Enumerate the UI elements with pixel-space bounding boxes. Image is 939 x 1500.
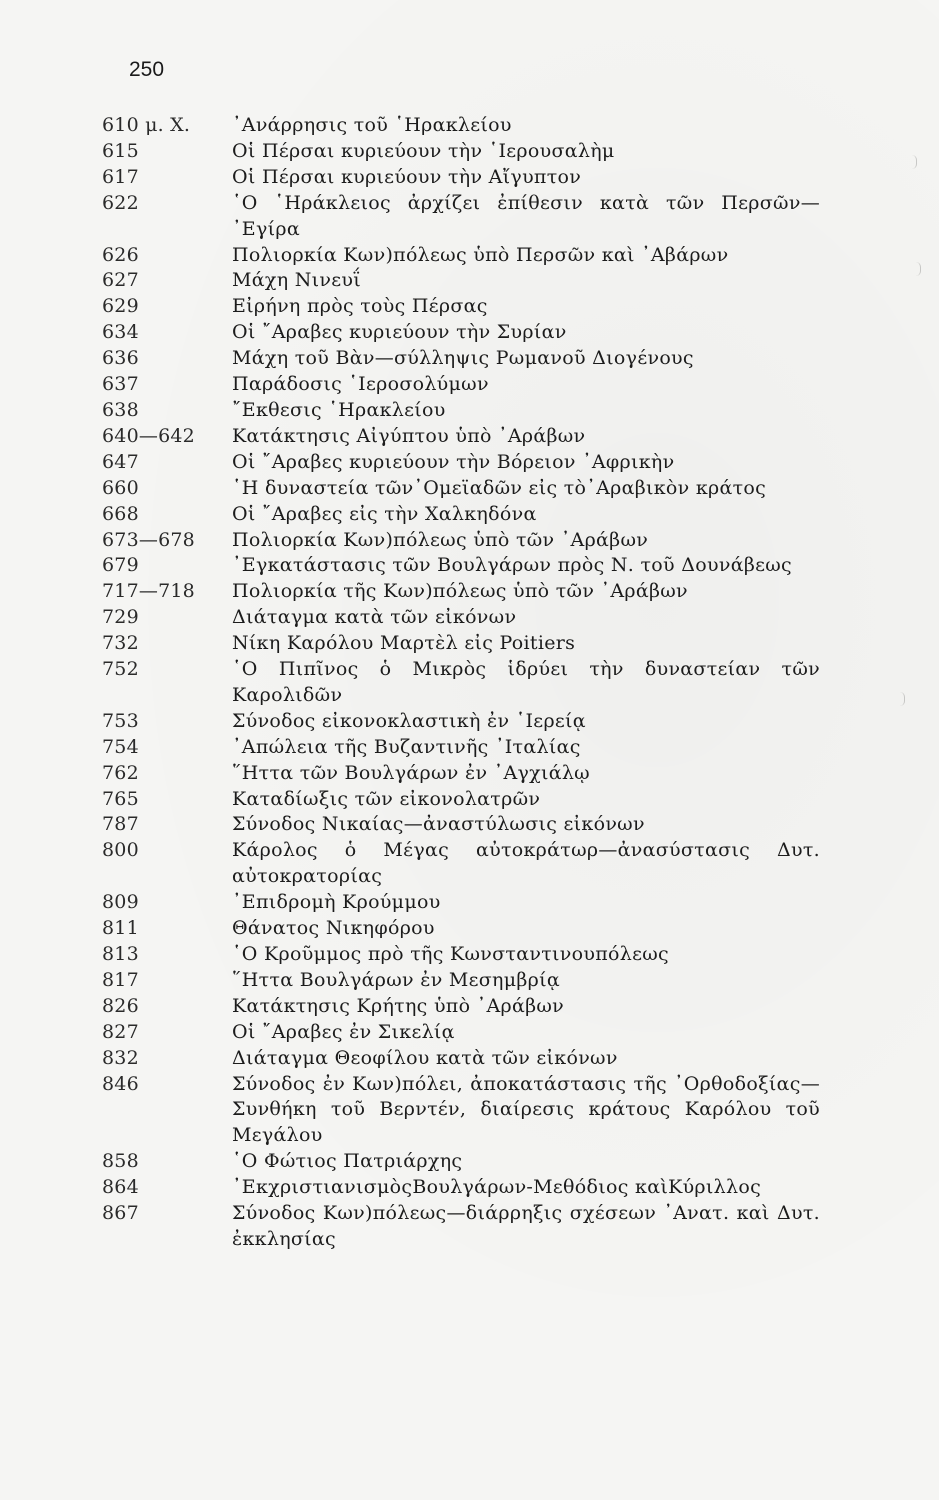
chronology-entry	[102, 372, 832, 398]
entry-year: 787	[102, 813, 139, 836]
chronology-entry	[102, 191, 832, 243]
entry-event: ᾿Εγκατάστασις τῶν Βουλγάρων πρὸς Ν. τοῦ Δουνάβεως	[232, 554, 792, 577]
chronology-entry	[102, 1046, 832, 1072]
entry-year: 765	[102, 787, 139, 810]
entry-event: ῞Ηττα τῶν Βουλγάρων ἐν ᾿Αγχιάλῳ	[232, 761, 590, 784]
chronology-list	[102, 113, 832, 1253]
entry-event: ῾Ο Πιπῖνος ὁ Μικρὸς ἱδρύει τὴν δυναστείαν τῶν Καρολιδῶν	[232, 658, 820, 706]
entry-year: 729	[102, 606, 139, 629]
page-number: 250	[129, 58, 165, 81]
chronology-entry	[102, 165, 832, 191]
chronology-entry	[102, 528, 832, 554]
entry-event: Οἱ ῎Αραβες κυριεύουν τὴν Συρίαν	[232, 321, 567, 344]
entry-event: Οἱ ῎Αραβες εἰς τὴν Χαλκηδόνα	[232, 502, 537, 525]
chronology-entry	[102, 812, 832, 838]
entry-event: Κάρολος ὁ Μέγας αὐτοκράτωρ—ἀνασύστασις Δυτ. αὐτοκρατορίας	[232, 839, 820, 888]
entry-year: 858	[102, 1150, 139, 1173]
chronology-entry	[102, 113, 832, 139]
chronology-entry	[102, 268, 832, 294]
entry-year: 638	[102, 398, 139, 421]
entry-year: 668	[102, 502, 139, 525]
chronology-entry	[102, 735, 832, 761]
entry-event: Σύνοδος ἐν Κων)πόλει, ἀποκατάστασις τῆς ᾿Ορθοδοξίας—Συνθήκη τοῦ Βερντέν, διαίρεσις κράτους Καρόλου τοῦ Μεγάλου	[232, 1072, 820, 1147]
entry-event: ῾Η δυναστεία τῶν᾿Ομεϊαδῶν εἰς τὸ᾿Αραβικὸν κράτος	[232, 476, 767, 499]
entry-year: 827	[102, 1020, 139, 1043]
entry-event: Μάχη τοῦ Βὰν—σύλληψις Ρωμανοῦ Διογένους	[232, 347, 694, 370]
entry-event: Οἱ ῎Αραβες ἐν Σικελίᾳ	[232, 1020, 455, 1043]
chronology-entry	[102, 398, 832, 424]
entry-year: 832	[102, 1046, 139, 1069]
entry-event: Καταδίωξις τῶν εἰκονολατρῶν	[232, 787, 541, 810]
entry-year: 637	[102, 373, 139, 396]
entry-year: 753	[102, 709, 139, 732]
entry-year: 717—718	[102, 580, 195, 603]
entry-event: Διάταγμα κατὰ τῶν εἰκόνων	[232, 606, 517, 629]
chronology-entry	[102, 761, 832, 787]
chronology-entry	[102, 890, 832, 916]
entry-year: 811	[102, 917, 139, 940]
chronology-entry	[102, 579, 832, 605]
entry-event: ᾿Επιδρομὴ Κρούμμου	[232, 891, 441, 914]
chronology-entry	[102, 294, 832, 320]
entry-year: 809	[102, 891, 139, 914]
entry-event: Σύνοδος εἰκονοκλαστικὴ ἐν ῾Ιερείᾳ	[232, 709, 586, 732]
chronology-entry	[102, 1175, 832, 1201]
entry-year: 660	[102, 476, 139, 499]
entry-year: 679	[102, 554, 139, 577]
chronology-entry	[102, 424, 832, 450]
chronology-entry	[102, 631, 832, 657]
entry-year: 826	[102, 994, 139, 1017]
chronology-entry	[102, 916, 832, 942]
chronology-entry	[102, 139, 832, 165]
entry-year: 626	[102, 243, 139, 266]
chronology-entry	[102, 1201, 832, 1253]
entry-year: 673—678	[102, 528, 195, 551]
entry-year: 864	[102, 1176, 139, 1199]
chronology-entry	[102, 553, 832, 579]
entry-event: ᾿Ανάρρησις τοῦ ῾Ηρακλείου	[232, 114, 512, 136]
entry-event: Πολιορκία Κων)πόλεως ὑπὸ τῶν ᾿Αράβων	[232, 528, 649, 551]
entry-year: 629	[102, 295, 139, 318]
chronology-entry	[102, 476, 832, 502]
entry-event: ῾Ο Κροῦμμος πρὸ τῆς Κωνσταντινουπόλεως	[232, 943, 669, 965]
entry-event: Οἱ Πέρσαι κυριεύουν τὴν ῾Ιερουσαλὴμ	[232, 139, 615, 162]
entry-year: 867	[102, 1202, 139, 1225]
entry-event: ῾Ο ῾Ηράκλειος ἀρχίζει ἐπίθεσιν κατὰ τῶν Περσῶν— ᾿Εγίρα	[232, 191, 820, 240]
entry-event: Εἰρήνη πρὸς τοὺς Πέρσας	[232, 295, 488, 318]
entry-event: Κατάκτησις Κρήτης ὑπὸ ᾿Αράβων	[232, 994, 565, 1017]
entry-event: Σύνοδος Κων)πόλεως—διάρρηξις σχέσεων ᾿Ανατ. καὶ Δυτ. ἐκκλησίας	[232, 1202, 820, 1250]
chronology-entry	[102, 320, 832, 346]
entry-year: 752	[102, 658, 139, 681]
entry-event: ῎Εκθεσις ῾Ηρακλείου	[232, 398, 446, 421]
entry-event: Οἱ ῎Αραβες κυριεύουν τὴν Βόρειον ᾿Αφρικὴν	[232, 450, 675, 473]
entry-year: 634	[102, 321, 139, 344]
entry-event: Παράδοσις ῾Ιεροσολύμων	[232, 373, 489, 396]
entry-year: 732	[102, 632, 139, 655]
chronology-entry	[102, 450, 832, 476]
chronology-entry	[102, 243, 832, 269]
chronology-entry	[102, 1020, 832, 1046]
entry-year: 627	[102, 269, 139, 292]
entry-year: 800	[102, 839, 139, 862]
chronology-entry	[102, 994, 832, 1020]
chronology-entry	[102, 502, 832, 528]
chronology-entry	[102, 787, 832, 813]
chronology-entry	[102, 968, 832, 994]
chronology-entry	[102, 1149, 832, 1175]
entry-year: 846	[102, 1072, 139, 1095]
chronology-entry	[102, 709, 832, 735]
entry-year: 636	[102, 347, 139, 370]
chronology-entry	[102, 346, 832, 372]
page-edge-mark	[916, 262, 921, 276]
chronology-entry	[102, 1072, 832, 1150]
entry-year: 610 μ. Χ.	[102, 114, 191, 136]
entry-year: 615	[102, 139, 139, 162]
entry-event: ῞Ηττα Βουλγάρων ἐν Μεσημβρίᾳ	[232, 968, 561, 991]
page-edge-mark	[912, 155, 917, 169]
entry-event: Μάχη Νινευΐ	[232, 269, 361, 292]
entry-year: 617	[102, 165, 139, 188]
page-edge-mark	[900, 692, 905, 706]
chronology-entry	[102, 838, 832, 890]
entry-year: 762	[102, 761, 139, 784]
chronology-entry	[102, 657, 832, 709]
chronology-entry	[102, 605, 832, 631]
entry-year: 647	[102, 450, 139, 473]
entry-event: Πολιορκία τῆς Κων)πόλεως ὑπὸ τῶν ᾿Αράβων	[232, 580, 688, 603]
entry-event: Θάνατος Νικηφόρου	[232, 917, 435, 940]
entry-event: Νίκη Καρόλου Μαρτὲλ εἰς Poitiers	[232, 632, 576, 655]
entry-event: ᾿Απώλεια τῆς Βυζαντινῆς ᾿Ιταλίας	[232, 735, 581, 758]
entry-year: 817	[102, 968, 139, 991]
chronology-entry	[102, 942, 832, 968]
entry-event: Πολιορκία Κων)πόλεως ὑπὸ Περσῶν καὶ ᾿Αβάρων	[232, 243, 729, 266]
entry-year: 640—642	[102, 424, 195, 447]
entry-event: Οἱ Πέρσαι κυριεύουν τὴν Αἴγυπτον	[232, 165, 582, 188]
entry-year: 813	[102, 943, 139, 965]
entry-event: Σύνοδος Νικαίας—ἀναστύλωσις εἰκόνων	[232, 813, 645, 836]
entry-event: Διάταγμα Θεοφίλου κατὰ τῶν εἰκόνων	[232, 1046, 618, 1069]
entry-year: 622	[102, 191, 139, 214]
entry-year: 754	[102, 735, 139, 758]
entry-event: Κατάκτησις Αἰγύπτου ὑπὸ ᾿Αράβων	[232, 424, 586, 447]
entry-event: ῾Ο Φώτιος Πατριάρχης	[232, 1150, 463, 1173]
entry-event: ᾿ΕκχριστιανισμὸςΒουλγάρων-Μεθόδιος καὶΚύριλλος	[232, 1176, 762, 1199]
